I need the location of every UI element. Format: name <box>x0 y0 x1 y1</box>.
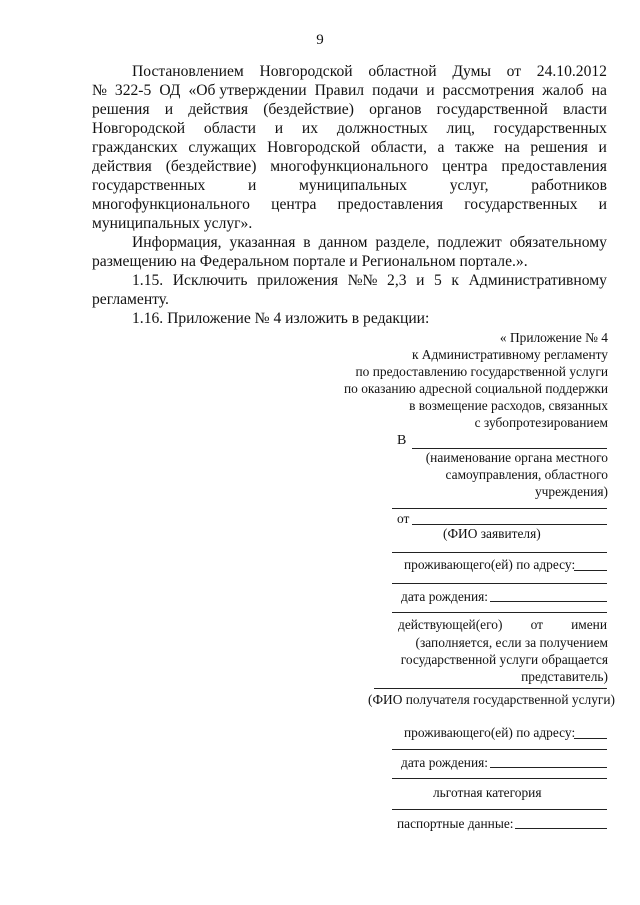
word: должностных <box>336 120 428 137</box>
body-line-5 <box>92 138 607 157</box>
word: Новгородской <box>267 139 361 156</box>
word: и <box>164 101 174 118</box>
word: многофункционального <box>270 158 429 175</box>
word: 2,3 <box>387 272 407 289</box>
appendix-header-line: с зубопротезированием <box>474 415 608 430</box>
word: предоставления <box>337 196 444 213</box>
word: области <box>203 120 257 137</box>
body-line-12 <box>92 271 607 290</box>
word: услуг, <box>449 177 489 194</box>
word: многофункционального <box>92 196 250 213</box>
authority-caption: самоуправления, областного <box>445 467 608 482</box>
word: ОД <box>159 82 181 99</box>
word: действия <box>188 101 249 118</box>
word: к <box>451 272 459 289</box>
word: и <box>416 272 425 289</box>
recipient-name-line[interactable] <box>374 688 607 689</box>
word: также <box>454 139 494 156</box>
body-line-14: 1.16. Приложение № 4 изложить в редакции: <box>132 310 430 327</box>
benefit-category-line[interactable] <box>392 809 607 810</box>
acting-label <box>398 617 607 633</box>
word: областной <box>368 63 437 80</box>
word: и <box>274 120 284 137</box>
appendix-header-line: по предоставлению государственной услуги <box>355 364 608 379</box>
applicant-name-line[interactable] <box>412 524 607 525</box>
address-line-2[interactable] <box>392 749 607 750</box>
appendix-header-line: « Приложение № 4 <box>499 330 608 345</box>
authority-caption: (наименование органа местного <box>425 450 608 465</box>
to-prefix: В <box>397 433 407 448</box>
authority-caption: учреждения) <box>534 484 608 499</box>
word: Новгородской <box>259 63 353 80</box>
word: Думы <box>452 63 491 80</box>
word: и <box>598 196 607 213</box>
address-line[interactable] <box>392 583 607 584</box>
word: решения <box>92 101 150 118</box>
body-line-13: регламенту. <box>92 291 169 308</box>
word: государственной <box>436 101 548 118</box>
word: данном <box>318 234 368 251</box>
word: предоставления <box>501 158 607 175</box>
word: действующей(его) <box>398 617 503 632</box>
birth-date-line[interactable] <box>490 601 607 602</box>
birth-date-line-4[interactable] <box>392 778 607 779</box>
word: «Об утверждении <box>188 82 307 99</box>
word: Постановлением <box>132 63 244 80</box>
birth-date-line-2[interactable] <box>392 612 607 613</box>
body-line-4 <box>92 119 607 138</box>
authority-line-2[interactable] <box>392 508 607 509</box>
body-line-1 <box>92 62 607 81</box>
word: муниципальных <box>299 177 408 194</box>
benefit-category-label: льготная категория <box>433 785 542 800</box>
word: а <box>437 139 445 156</box>
word: государственных <box>493 120 607 137</box>
word: рассмотрения <box>442 82 535 99</box>
address-line-short-2[interactable] <box>574 738 607 739</box>
passport-label: паспортные данные: <box>397 816 514 831</box>
applicant-name-caption: (ФИО заявителя) <box>443 526 541 541</box>
word: на <box>591 82 607 99</box>
word: в <box>303 234 311 251</box>
word: и <box>426 82 435 99</box>
word: решения <box>530 139 588 156</box>
word: органов <box>369 101 422 118</box>
address-line-short[interactable] <box>574 570 607 571</box>
word: и <box>247 177 257 194</box>
page-number: 9 <box>316 32 324 48</box>
word: области, <box>370 139 427 156</box>
word: № <box>92 82 107 99</box>
word: служащих <box>188 139 257 156</box>
word: от <box>506 63 522 80</box>
representative-note: (заполняется, если за получением <box>415 635 608 650</box>
word: разделе, <box>375 234 430 251</box>
word: имени <box>571 617 607 632</box>
word: на <box>504 139 520 156</box>
word: (бездействие) <box>263 101 354 118</box>
word: Правил <box>314 82 365 99</box>
word: работников <box>531 177 607 194</box>
body-line-10 <box>92 233 607 252</box>
word: жалоб <box>542 82 584 99</box>
word: и <box>598 139 607 156</box>
word: государственных <box>92 177 206 194</box>
appendix-header-line: к Административному регламенту <box>411 347 608 362</box>
word: приложения <box>257 272 339 289</box>
body-line-9: муниципальных услуг». <box>92 215 253 232</box>
word: 24.10.2012 <box>536 63 607 80</box>
body-line-7 <box>92 176 607 195</box>
word: Новгородской <box>92 120 186 137</box>
word: 5 <box>434 272 442 289</box>
word: 1.15. <box>132 272 164 289</box>
body-line-6 <box>92 157 607 176</box>
appendix-header-line: в возмещение расходов, связанных <box>409 398 608 413</box>
word: центра <box>271 196 317 213</box>
from-prefix: от <box>397 511 410 526</box>
body-line-11: размещению на Федеральном портале и Региональном портале.». <box>92 253 528 270</box>
body-line-8 <box>92 195 607 214</box>
birth-date-label-2: дата рождения: <box>401 755 488 770</box>
word: Административному <box>468 272 607 289</box>
applicant-line-2[interactable] <box>392 552 607 553</box>
word: подачи <box>372 82 419 99</box>
birth-date-line-3[interactable] <box>490 767 607 768</box>
word: обязательному <box>509 234 607 251</box>
birth-date-label: дата рождения: <box>401 589 488 604</box>
word: указанная <box>229 234 296 251</box>
word: (бездействие) <box>165 158 257 175</box>
body-line-3 <box>92 100 607 119</box>
representative-note: государственной услуги обращается <box>400 652 608 667</box>
recipient-name-caption: (ФИО получателя государственной услуги) <box>368 692 616 707</box>
word: гражданских <box>92 139 178 156</box>
word: Информация, <box>132 234 222 251</box>
word: действия <box>92 158 152 175</box>
word: лиц, <box>446 120 475 137</box>
passport-line[interactable] <box>515 828 607 829</box>
word: центра <box>442 158 488 175</box>
residing-label: проживающего(ей) по адресу: <box>404 557 576 572</box>
body-line-2 <box>92 81 607 100</box>
word: государственных <box>464 196 578 213</box>
word: Исключить <box>172 272 248 289</box>
word: подлежит <box>437 234 502 251</box>
residing-label-2: проживающего(ей) по адресу: <box>404 725 576 740</box>
word: их <box>301 120 319 137</box>
representative-note: представитель) <box>521 669 608 684</box>
appendix-header-line: по оказанию адресной социальной поддержки <box>344 381 608 396</box>
word: 322-5 <box>114 82 152 99</box>
word: власти <box>562 101 607 118</box>
word: №№ <box>347 272 378 289</box>
word: от <box>530 617 543 632</box>
